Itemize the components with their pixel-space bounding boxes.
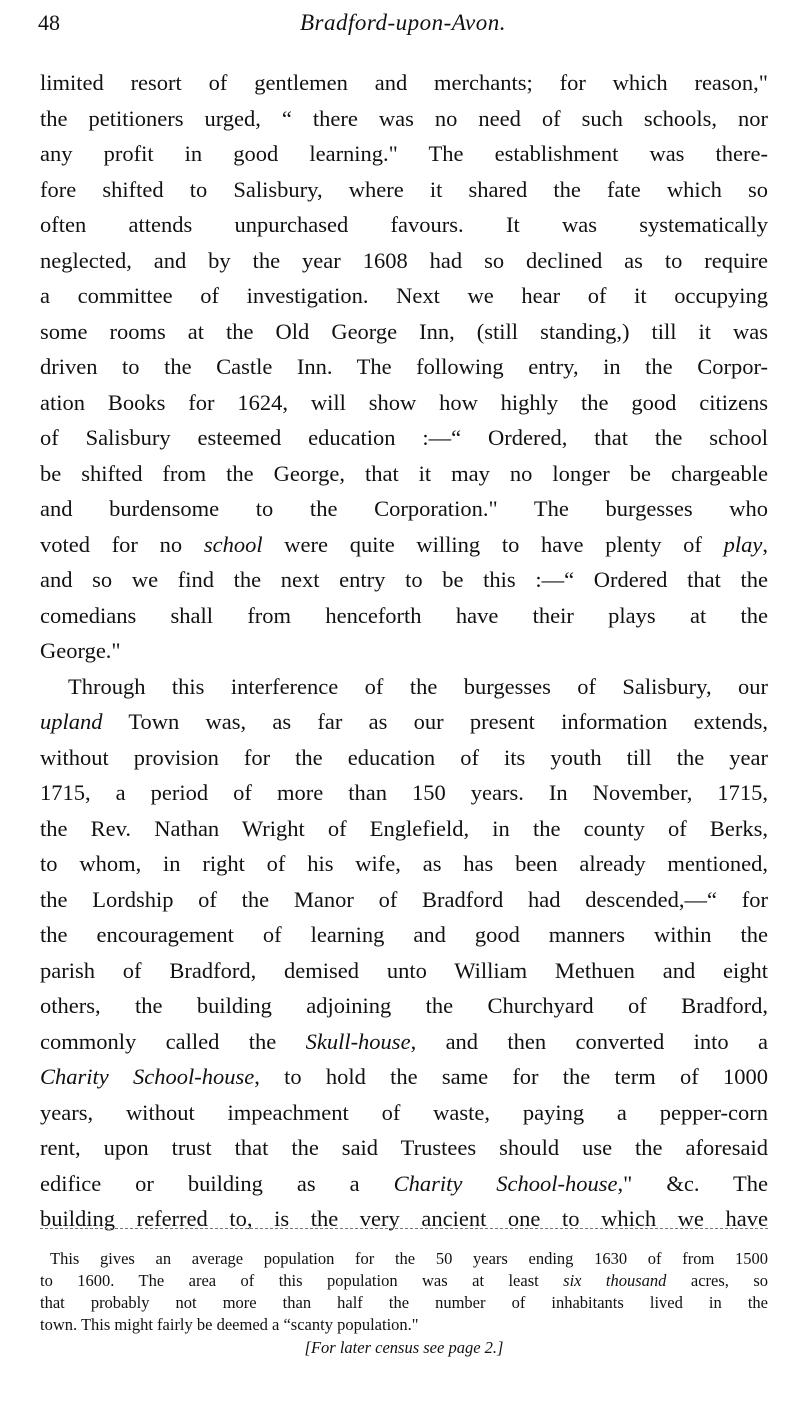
italic-phrase: upland [40,709,103,734]
text-line: and burdensome to the Corporation." The burgesses who [40,496,768,521]
text-line: comedians shall from henceforth have their plays at the [40,602,768,628]
footnote-line: town. This might fairly be deemed a “scanty population." [40,1315,419,1334]
text-line: a committee of investigation. Next we hear of it occupying [40,283,768,308]
footnote [40,1248,768,1360]
footnote-line: This gives an average population for the 50 years ending 1630 of from 1500 [50,1249,768,1268]
text-line: driven to the Castle Inn. The following entry, in the Corpor- [40,354,768,379]
italic-phrase: Charity School-house [393,1170,618,1196]
text-line: ation Books for 1624, will show how highly the good citizens [40,389,768,415]
footnote-line: to 1600. The area of this population was at least six thousand acres, so [40,1271,768,1290]
italic-phrase: play [723,531,763,557]
text-line: commonly called the Skull-house, and then converted into a [40,1028,768,1054]
text-line: be shifted from the George, that it may no longer be chargeable [40,460,768,486]
text-line: parish of Bradford, demised unto William Methuen and eight [40,957,768,983]
text-line: voted for no school were quite willing to have plenty of play, [40,531,768,557]
italic-phrase: six thousand [563,1271,667,1290]
text-line: fore shifted to Salisbury, where it shared the fate which so [40,176,768,202]
text-line: the Rev. Nathan Wright of Englefield, in the county of Berks, [40,815,768,841]
text-line: the Lordship of the Manor of Bradford had descended,—“ for [40,886,768,912]
text-line: edifice or building as a Charity School-house," &c. The [40,1170,769,1196]
footnote-rule [40,1228,768,1229]
running-head [38,6,768,40]
footnote-line: that probably not more than half the number of inhabitants lived in the [40,1293,768,1312]
text-line: rent, upon trust that the said Trustees should use the aforesaid [40,1135,768,1160]
text-line: George." [40,638,121,663]
text-line: years, without impeachment of waste, paying a pepper-corn [40,1099,768,1125]
page-number: 48 [38,10,60,35]
body-text [40,65,768,1237]
text-line: building referred to, is the very ancient one to which we have [40,1206,768,1231]
text-line: of Salisbury esteemed education :—“ Ordered, that the school [40,425,768,450]
text-line: any profit in good learning." The establishment was there- [40,141,768,166]
text-line: often attends unpurchased favours. It was systematically [40,212,768,237]
footnote-note: [For later census see page 2.] [304,1338,504,1357]
text-line: neglected, and by the year 1608 had so declined as to require [40,247,768,273]
text-line: 1715, a period of more than 150 years. In November, 1715, [40,780,768,805]
text-line: without provision for the education of its youth till the year [40,744,768,770]
text-line: upland Town was, as far as our present information extends, [40,709,768,734]
italic-phrase: Skull-house [305,1028,411,1054]
italic-phrase: school [203,531,263,557]
text-line: the encouragement of learning and good manners within the [40,922,768,947]
text-line: and so we find the next entry to be this :—“ Ordered that the [40,567,768,592]
text-line: the petitioners urged, “ there was no need of such schools, nor [40,105,768,131]
italic-phrase: Charity School-house [40,1064,255,1089]
running-title: Bradford-upon-Avon. [299,10,507,35]
text-line: others, the building adjoining the Churchyard of Bradford, [40,993,768,1018]
text-line: to whom, in right of his wife, as has been already mentioned, [40,851,768,876]
text-line: Charity School-house, to hold the same for the term of 1000 [40,1064,768,1089]
text-line: Through this interference of the burgesses of Salisbury, our [68,673,768,699]
text-line: limited resort of gentlemen and merchants; for which reason," [40,70,768,95]
text-line: some rooms at the Old George Inn, (still standing,) till it was [40,318,768,344]
footnote-lines [40,1248,768,1336]
